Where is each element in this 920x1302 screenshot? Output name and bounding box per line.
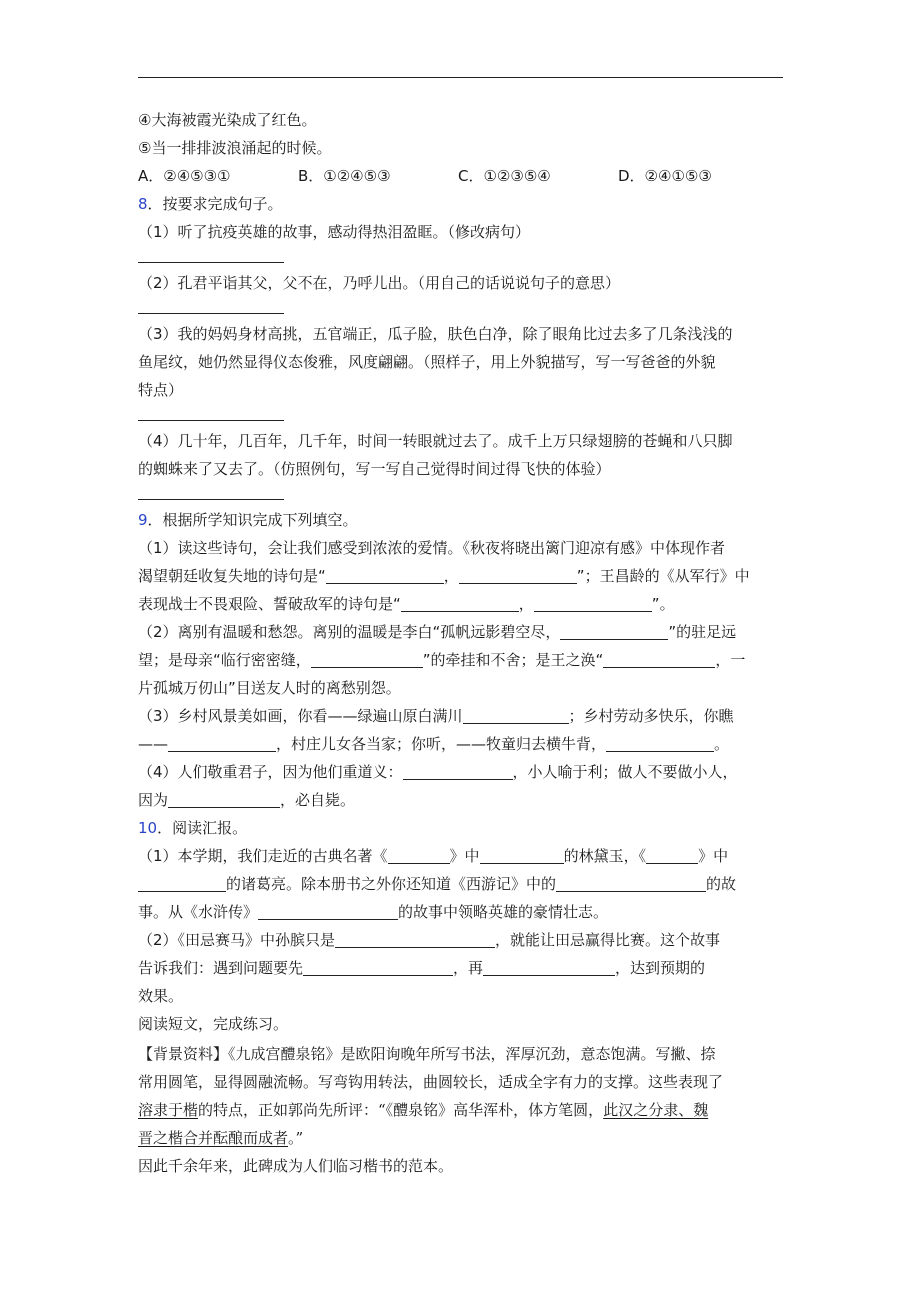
q10-text: ，达到预期的 <box>615 959 706 977</box>
q10-blank-2[interactable] <box>480 847 564 864</box>
q9-part-2-line-1 <box>138 620 788 645</box>
q9-blank-9[interactable] <box>168 735 276 752</box>
underlined-phrase-1: 溶隶于楷 <box>138 1101 199 1119</box>
q10-title: ．阅读汇报。 <box>157 819 248 837</box>
q9-blank-7[interactable] <box>603 651 715 668</box>
reading-intro: 阅读短文，完成练习。 <box>138 1015 289 1033</box>
reading-line-2: 常用圆笔，显得圆融流畅。写弯钩用转法，曲圆较长，适成全字有力的支撑。这些表现了 <box>138 1073 724 1091</box>
q7-sentence-5: ⑤当一排排波浪涌起的时候。 <box>138 139 332 157</box>
q10-text: 告诉我们：遇到问题要先 <box>138 959 304 977</box>
q8-answer-line-3[interactable] <box>138 406 284 421</box>
reading-line-3 <box>138 1096 788 1124</box>
q9-part-3-line-2 <box>138 732 788 757</box>
q9-text: 渴望朝廷收复失地的诗句是“ <box>138 567 326 585</box>
q9-number: 9 <box>138 511 148 529</box>
q9-part-3-line-1 <box>138 704 788 729</box>
q10-text: 的诸葛亮。除本册书之外你还知道《西游记》中的 <box>226 875 557 893</box>
q9-part-1-line-3 <box>138 592 788 617</box>
header-rule <box>138 77 783 78</box>
q10-text: 事。从《水浒传》 <box>138 903 259 921</box>
q9-blank-4[interactable] <box>534 595 652 612</box>
q9-blank-6[interactable] <box>311 651 423 668</box>
reading-line-5: 因此千余年来，此碑成为人们临习楷书的范本。 <box>138 1157 454 1175</box>
q9-text: ”。 <box>651 595 675 613</box>
underlined-phrase-2-cont: 晋之楷合并酝酿而成者 <box>138 1129 289 1147</box>
reading-line-1: 【背景资料】《九成宫醴泉铭》是欧阳询晚年所写书法，浑厚沉劲，意态饱满。写撇、捺 <box>138 1045 716 1063</box>
q9-text: （2）离别有温暖和愁怨。离别的温暖是李白“孤帆远影碧空尽， <box>138 623 561 641</box>
q8-part-2: （2）孔君平诣其父，父不在，乃呼儿出。（用自己的话说说句子的意思） <box>138 274 621 292</box>
reading-line-4 <box>138 1124 788 1152</box>
q8-title: ．按要求完成句子。 <box>147 195 283 213</box>
q9-heading <box>138 508 788 533</box>
q9-text: ，必自毙。 <box>280 791 356 809</box>
q9-text: （4）人们敬重君子，因为他们重道义： <box>138 763 403 781</box>
q10-blank-3[interactable] <box>646 847 698 864</box>
q9-part-1-line-2 <box>138 564 788 589</box>
q9-part-4-line-2 <box>138 788 788 813</box>
q9-text: —— <box>138 735 168 753</box>
q7-option-a[interactable]: A．②④⑤③① <box>138 167 231 185</box>
q9-part-4-line-1 <box>138 760 788 785</box>
q9-text: ，一 <box>715 651 746 669</box>
underlined-phrase-2: 此汉之分隶、魏 <box>603 1101 709 1119</box>
q10-text: 的故事中领略英雄的豪情壮志。 <box>398 903 609 921</box>
q7-option-d[interactable]: D．②④①⑤③ <box>618 167 712 185</box>
q10-part-1-line-2 <box>138 872 788 897</box>
q8-part-3-line-1: （3）我的妈妈身材高挑，五官端正，瓜子脸，肤色白净，除了眼角比过去多了几条浅浅的 <box>138 325 733 343</box>
q10-part-2-line-3: 效果。 <box>138 987 184 1005</box>
q8-answer-line-4[interactable] <box>138 485 284 500</box>
q9-blank-12[interactable] <box>168 791 280 808</box>
q9-part-2-line-3: 片孤城万仞山”目送友人时的离愁别怨。 <box>138 679 401 697</box>
q10-heading <box>138 816 788 841</box>
q10-text: 的故 <box>706 875 737 893</box>
q10-text: ，就能让田忌赢得比赛。这个故事 <box>495 931 721 949</box>
q9-part-1-line-1: （1）读这些诗句，会让我们感受到浓浓的爱情。《秋夜将晓出篱门迎凉有感》中体现作者 <box>138 539 726 557</box>
q10-part-1-line-3 <box>138 900 788 925</box>
q10-part-2-line-2 <box>138 956 788 981</box>
q9-blank-1[interactable] <box>326 567 444 584</box>
q9-text: ， <box>443 567 459 585</box>
q9-text: ，村庄儿女各当家；你听，——牧童归去横牛背， <box>276 735 607 753</box>
q7-options <box>138 164 788 189</box>
q10-blank-6[interactable] <box>258 903 398 920</box>
q10-blank-1[interactable] <box>388 847 450 864</box>
q8-part-1: （1）听了抗疫英雄的故事，感动得热泪盈眶。（修改病句） <box>138 223 531 241</box>
q10-text: （2）《田忌赛马》中孙膑只是 <box>138 931 336 949</box>
q10-blank-9[interactable] <box>483 959 615 976</box>
q10-part-2-line-1 <box>138 928 788 953</box>
q8-number: 8 <box>138 195 148 213</box>
q9-text: ”；王昌龄的《从军行》中 <box>576 567 750 585</box>
q9-blank-11[interactable] <box>403 763 513 780</box>
q8-heading <box>138 192 788 217</box>
q9-text: ，小人喻于利；做人不要做小人， <box>512 763 738 781</box>
q9-blank-3[interactable] <box>401 595 519 612</box>
q8-part-4-line-2: 的蜘蛛来了又去了。（仿照例句，写一写自己觉得时间过得飞快的体验） <box>138 460 611 478</box>
reading-text: 。” <box>288 1129 304 1147</box>
q9-text: （3）乡村风景美如画，你看——绿遍山原白满川 <box>138 707 463 725</box>
q10-blank-4[interactable] <box>138 875 226 892</box>
q9-blank-8[interactable] <box>463 707 569 724</box>
q10-text: 》中 <box>698 847 729 865</box>
q9-blank-10[interactable] <box>606 735 714 752</box>
q9-blank-5[interactable] <box>560 623 668 640</box>
q7-sentence-4: ④大海被霞光染成了红色。 <box>138 111 317 129</box>
q10-blank-8[interactable] <box>303 959 453 976</box>
q9-text: 望；是母亲“临行密密缝， <box>138 651 311 669</box>
question-content <box>138 108 788 1180</box>
q8-part-4-line-1: （4）几十年，几百年，几千年，时间一转眼就过去了。成千上万只绿翅膀的苍蝇和八只脚 <box>138 432 733 450</box>
q10-text: ，再 <box>453 959 484 977</box>
q9-blank-2[interactable] <box>459 567 577 584</box>
q9-text: 因为 <box>138 791 169 809</box>
q8-answer-line-1[interactable] <box>138 248 284 263</box>
q8-part-3-line-2: 鱼尾纹，她仍然显得仪态俊雅，风度翩翩。（照样子，用上外貌描写，写一写爸爸的外貌 <box>138 353 716 371</box>
q10-text: 的林黛玉，《 <box>563 847 647 865</box>
q10-text: 》中 <box>449 847 480 865</box>
q10-text: （1）本学期，我们走近的古典名著《 <box>138 847 388 865</box>
q7-option-b[interactable]: B．①②④⑤③ <box>298 167 391 185</box>
q9-text: ”的牵挂和不舍；是王之涣“ <box>422 651 604 669</box>
q9-text: ；乡村劳动多快乐，你瞧 <box>568 707 734 725</box>
q10-blank-7[interactable] <box>335 931 495 948</box>
q10-number: 10 <box>138 819 158 837</box>
reading-text: 的特点，正如郭尚先所评：“《醴泉铭》高华浑朴，体方笔圆， <box>198 1101 604 1119</box>
q9-text: ， <box>518 595 534 613</box>
q8-answer-line-2[interactable] <box>138 299 284 314</box>
q10-blank-5[interactable] <box>556 875 706 892</box>
q8-part-3-line-3: 特点） <box>138 381 184 399</box>
q7-option-c[interactable]: C．①②③⑤④ <box>458 167 551 185</box>
q9-text: ”的驻足远 <box>668 623 737 641</box>
q9-text: 表现战士不畏艰险、誓破敌军的诗句是“ <box>138 595 401 613</box>
q9-title: ．根据所学知识完成下列填空。 <box>147 511 358 529</box>
q9-part-2-line-2 <box>138 648 788 673</box>
q10-part-1-line-1 <box>138 844 788 869</box>
q9-text: 。 <box>714 735 730 753</box>
